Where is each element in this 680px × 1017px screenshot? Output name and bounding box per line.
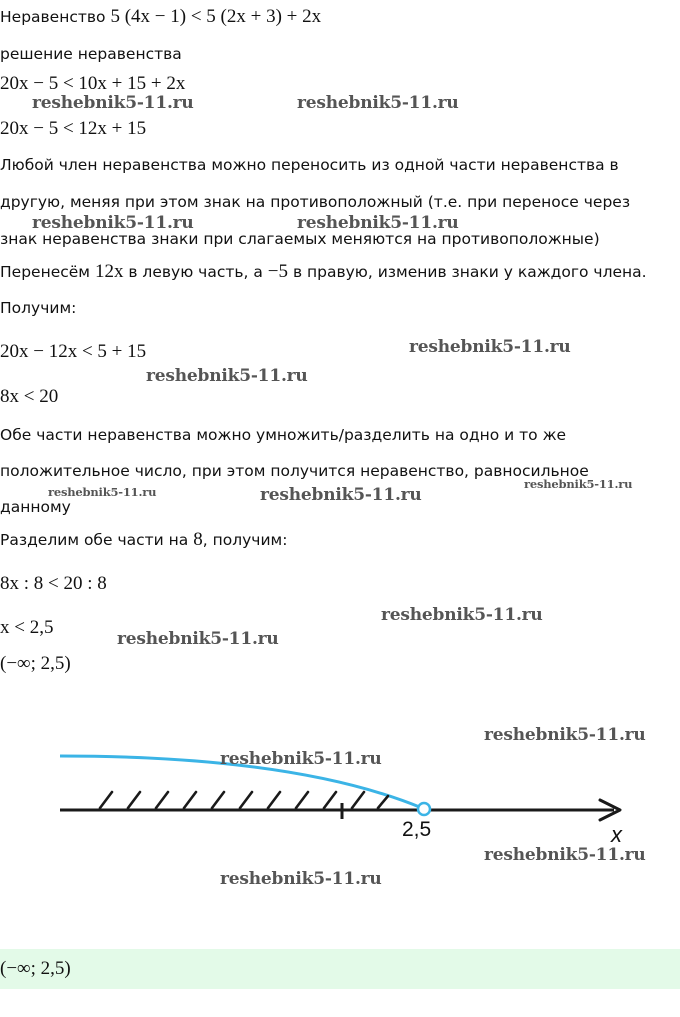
transfer-text-a: Перенесём xyxy=(0,263,90,281)
answer-box xyxy=(0,949,680,989)
watermark: reshebnik5-11.ru xyxy=(484,725,646,745)
point-label: 2,5 xyxy=(402,818,432,841)
transfer-term-2: −5 xyxy=(267,261,289,282)
transfer-text-c: в правую, изменив знаки у каждого члена. xyxy=(292,263,647,281)
watermark: reshebnik5-11.ru xyxy=(260,485,422,505)
watermark: reshebnik5-11.ru xyxy=(32,93,194,113)
transfer-text-b: в левую часть, а xyxy=(128,263,263,281)
get-label: Получим: xyxy=(0,299,77,317)
watermark: reshebnik5-11.ru xyxy=(297,93,459,113)
axis-label: x xyxy=(611,822,622,847)
step-combine: 8x < 20 xyxy=(0,386,59,407)
divide-text-a: Разделим обе части на xyxy=(0,531,189,549)
watermark: reshebnik5-11.ru xyxy=(409,337,571,357)
watermark: reshebnik5-11.ru xyxy=(117,629,279,649)
rule-transfer-line1: Любой член неравенства можно переносить из одной части неравенства в xyxy=(0,156,619,174)
watermark: reshebnik5-11.ru xyxy=(220,749,382,769)
rule-divide-line2: положительное число, при этом получится неравенство, равносильное xyxy=(0,462,589,480)
rule-divide-line1: Обе части неравенства можно умножить/разделить на одно и то же xyxy=(0,426,567,444)
watermark: reshebnik5-11.ru xyxy=(32,213,194,233)
open-point-icon xyxy=(418,803,430,815)
step-divide: 8x : 8 < 20 : 8 xyxy=(0,573,107,594)
task-inequality: 5 (4x − 1) < 5 (2x + 3) + 2x xyxy=(110,6,322,27)
watermark: reshebnik5-11.ru xyxy=(484,845,646,865)
divide-number: 8 xyxy=(193,529,203,550)
rule-divide-line3: данному xyxy=(0,498,71,516)
watermark: reshebnik5-11.ru xyxy=(146,366,308,386)
step-expand: 20x − 5 < 10x + 15 + 2x xyxy=(0,73,186,94)
answer-text: (−∞; 2,5) xyxy=(0,958,71,979)
watermark: reshebnik5-11.ru xyxy=(524,477,633,491)
watermark: reshebnik5-11.ru xyxy=(381,605,543,625)
divide-text-b: , получим: xyxy=(202,531,288,549)
interval-result: (−∞; 2,5) xyxy=(0,653,71,674)
step-result: x < 2,5 xyxy=(0,617,54,638)
step-simplify: 20x − 5 < 12x + 15 xyxy=(0,118,147,139)
watermark: reshebnik5-11.ru xyxy=(220,869,382,889)
watermark: reshebnik5-11.ru xyxy=(297,213,459,233)
solution-heading: решение неравенства xyxy=(0,45,182,63)
rule-transfer-line2: другую, меняя при этом знак на противоположный (т.е. при переносе через xyxy=(0,193,631,211)
watermark: reshebnik5-11.ru xyxy=(48,485,157,499)
hatch-marks xyxy=(100,792,388,808)
step-collect: 20x − 12x < 5 + 15 xyxy=(0,341,147,362)
task-title-prefix: Неравенство xyxy=(0,8,106,26)
rule-transfer-line3: знак неравенства знаки при слагаемых меняются на противоположные) xyxy=(0,230,600,248)
transfer-term-1: 12x xyxy=(94,261,124,282)
